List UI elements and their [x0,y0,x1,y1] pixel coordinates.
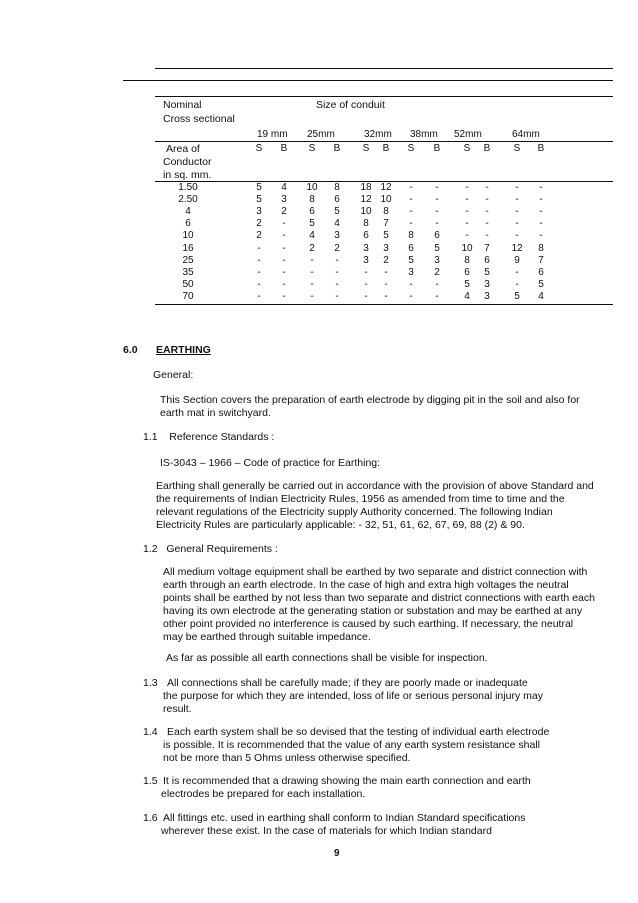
top-rule-2 [123,80,613,81]
nominal-label: Nominal [163,99,202,111]
conduit-size-38: 38mm [410,129,438,140]
table-cell: - [485,182,489,193]
top-rule-1 [155,68,613,69]
table-cell: 3 [334,230,340,242]
table-cell: 12 [360,194,372,206]
table-cell: - [409,182,413,193]
text-line: Electricity Rules are particularly applicable: - 32, 51, 61, 62, 67, 69, 88 (2) & 90. [156,519,525,531]
table-cell: 2 [281,206,287,218]
table-cell: 4 [309,230,315,242]
clause-1-4-text [163,726,549,765]
table-cell: 6 [434,230,440,242]
table-cell: 8 [538,242,544,254]
table-cell: 8 [309,194,315,206]
table-cell: - [335,278,339,290]
table-cell: - [409,206,413,218]
clause-1-4-number: 1.4 [143,726,158,738]
table-cell: 7 [538,254,544,266]
table-cell: - [409,194,413,206]
area-cell: 25 [182,254,194,266]
table-cell: - [282,266,286,278]
table-cell: - [364,278,368,290]
table-cell: - [257,266,261,278]
sb-header-cell: B [382,143,390,154]
table-bottom-rule [155,304,613,305]
table-cell: 6 [363,230,369,242]
general-label: General: [153,369,194,381]
table-cell: - [282,242,286,254]
table-cell: - [435,290,439,302]
table-cell: 4 [538,290,544,302]
table-cell: - [485,230,489,242]
clause-1-3-number: 1.3 [143,677,158,689]
clause-1-5-text [161,775,531,801]
table-cell: - [539,206,543,218]
area-cell: 35 [182,266,194,278]
table-cell: - [364,266,368,278]
ref-standards-heading: 1.1 Reference Standards : [143,431,275,443]
table-cell: 3 [484,278,490,290]
table-cell: - [465,230,469,242]
table-cell: - [282,218,286,230]
ref-standard-item: IS-3043 – 1966 – Code of practice for Earthing: [160,457,381,469]
area-cell: 6 [185,218,191,230]
area-cell: 70 [182,290,194,302]
size-of-conduit-label: Size of conduit [316,99,385,111]
area-cell: 4 [185,206,191,218]
sb-header-cell: S [463,143,471,154]
text-line: All medium voltage equipment shall be earthed by two separate and district connection with [163,566,588,578]
table-cell: - [257,278,261,290]
table-cell: 7 [484,242,490,254]
table-cell: - [539,218,543,230]
sb-header-cell: S [513,143,521,154]
sb-header-cell: B [483,143,491,154]
text-line: This Section covers the preparation of earth electrode by digging pit in the soil and also for [160,394,580,406]
table-cell: - [384,266,388,278]
sb-header-cell: S [407,143,415,154]
table-cell: 5 [434,242,440,254]
clause-1-6-number: 1.6 [143,812,158,824]
conduit-size-52: 52mm [454,129,482,140]
general-text [160,394,580,420]
table-cell: 6 [484,254,490,266]
section-title: EARTHING [156,344,211,356]
table-cell: 5 [464,278,470,290]
text-line: the purpose for which they are intended, loss of life or serious personal injury may [163,690,543,702]
sb-header-cell: S [255,143,263,154]
sb-header-cell: S [308,143,316,154]
text-line: earth through an earth electrode. In the case of high and extra high voltages the neutral [163,579,569,591]
sb-header-cell: S [362,143,370,154]
text-line: points shall be earthed by not less than two separate and district connections with earth each [163,592,595,604]
area-cell: 10 [182,230,194,242]
table-header-rule [155,141,613,142]
text-line: All connections shall be carefully made; if they are poorly made or inadequate [167,677,528,689]
table-cell: - [257,254,261,266]
table-cell: 5 [484,266,490,278]
table-cell: 6 [464,266,470,278]
table-cell: - [335,254,339,266]
ref-standards-text [156,480,594,532]
table-cell: 2 [256,230,262,242]
table-cell: 4 [334,218,340,230]
clause-1-6-text [161,812,525,838]
table-cell: 4 [281,182,287,193]
table-cell: 10 [380,194,392,206]
table-cell: 5 [538,278,544,290]
table-cell: - [465,218,469,230]
table-cell: 2 [334,242,340,254]
table-cell: 6 [538,266,544,278]
text-line: electrodes be prepared for each installation. [161,788,366,800]
table-cell: 3 [363,254,369,266]
table-cell: 3 [484,290,490,302]
table-cell: - [384,278,388,290]
table-cell: - [282,290,286,302]
table-cell: - [539,194,543,206]
area-label: Area of [166,143,200,155]
table-cell: 10 [306,182,318,193]
section-number: 6.0 [123,344,138,356]
table-cell: 10 [360,206,372,218]
table-cell: - [310,254,314,266]
conduit-size-19: 19 mm [257,129,288,140]
table-top-rule [155,96,613,97]
table-cell: - [364,290,368,302]
page-number: 9 [334,848,340,859]
table-cell: 9 [514,254,520,266]
general-requirements-heading: 1.2 General Requirements : [143,543,278,555]
area-cell: 2.50 [178,194,198,206]
clause-1-3-text [163,677,543,716]
cross-sectional-label: Cross sectional [163,113,235,125]
table-cell: 8 [363,218,369,230]
table-cell: - [515,278,519,290]
table-cell: 10 [461,242,473,254]
table-cell: 2 [309,242,315,254]
table-cell: - [485,194,489,206]
sb-header-cell: B [280,143,288,154]
table-cell: - [409,290,413,302]
clause-1-5-number: 1.5 [143,775,158,787]
table-cell: 3 [256,206,262,218]
text-line: wherever these exist. In the case of materials for which Indian standard [161,825,492,837]
text-line: Earthing shall generally be carried out in accordance with the provision of above Standard and [156,480,594,492]
table-cell: 8 [334,182,340,193]
conduit-size-32: 32mm [364,129,392,140]
table-cell: 3 [408,266,414,278]
table-cell: 3 [383,242,389,254]
table-cell: 5 [514,290,520,302]
table-cell: 3 [363,242,369,254]
table-cell: - [465,182,469,193]
text-line: not be more than 5 Ohms unless otherwise specified. [163,752,411,764]
table-cell: - [515,206,519,218]
table-cell: - [485,218,489,230]
table-cell: - [282,254,286,266]
table-cell: 7 [383,218,389,230]
table-cell: - [539,182,543,193]
table-cell: - [282,278,286,290]
text-line: result. [163,703,192,715]
table-cell: - [409,278,413,290]
table-cell: - [515,230,519,242]
table-cell: 3 [434,254,440,266]
table-cell: - [515,218,519,230]
table-cell: 6 [309,206,315,218]
table-cell: - [310,290,314,302]
area-cell: 1.50 [178,182,198,193]
table-cell: - [335,290,339,302]
text-line: Each earth system shall be so devised that the testing of individual earth electrode [167,726,550,738]
text-line: relevant regulations of the Electricity supply Authority concerned. The following Indian [156,506,553,518]
table-cell: - [335,266,339,278]
table-cell: 5 [383,230,389,242]
table-cell: 12 [511,242,523,254]
table-cell: 4 [464,290,470,302]
table-cell: 5 [408,254,414,266]
table-cell: - [515,266,519,278]
area-cell: 16 [182,242,194,254]
table-cell: - [435,194,439,206]
table-cell: - [257,290,261,302]
text-line: It is recommended that a drawing showing the main earth connection and earth [163,775,531,787]
text-line: may be earthed through suitable impedance. [163,631,371,643]
conductor-label: Conductor [163,156,212,168]
table-cell: 8 [408,230,414,242]
text-line: the requirements of Indian Electricity Rules, 1956 as amended from time to time and the [156,493,565,505]
table-cell: 3 [281,194,287,206]
text-line: having its own electrode at the generating station or substation and may be earthed at any [163,605,583,617]
table-cell: - [435,206,439,218]
table-cell: 2 [256,218,262,230]
table-cell: 5 [256,182,262,193]
table-cell: - [539,230,543,242]
table-cell: - [465,206,469,218]
general-requirements-text [163,566,595,644]
table-cell: 5 [334,206,340,218]
conduit-size-64: 64mm [512,129,540,140]
table-cell: 12 [380,182,392,193]
table-cell: 6 [408,242,414,254]
units-label: in sq. mm. [163,169,212,181]
table-cell: 18 [360,182,372,193]
table-cell: 6 [334,194,340,206]
text-line: All fittings etc. used in earthing shall conform to Indian Standard specifications [163,812,526,824]
table-cell: - [435,182,439,193]
table-cell: 8 [383,206,389,218]
area-cell: 50 [182,278,194,290]
table-cell: - [435,278,439,290]
table-cell: - [435,218,439,230]
text-line: other point provided no interference is caused by such earthing. If necessary, the neutral [163,618,574,630]
table-cell: - [485,206,489,218]
table-cell: - [257,242,261,254]
text-line: earth mat in switchyard. [160,407,271,419]
table-cell: - [310,266,314,278]
text-line: is possible. It is recommended that the value of any earth system resistance shall [163,739,541,751]
table-cell: - [310,278,314,290]
table-cell: 8 [464,254,470,266]
table-cell: - [384,290,388,302]
sb-header-cell: B [537,143,545,154]
table-cell: 2 [383,254,389,266]
table-cell: 2 [434,266,440,278]
sb-header-cell: B [333,143,341,154]
table-cell: - [409,218,413,230]
table-cell: - [465,194,469,206]
table-cell: - [515,194,519,206]
visible-inspection-text: As far as possible all earth connections shall be visible for inspection. [166,652,488,664]
table-cell: 5 [309,218,315,230]
sb-header-cell: B [433,143,441,154]
table-cell: - [282,230,286,242]
table-cell: 5 [256,194,262,206]
conduit-size-25: 25mm [307,129,335,140]
table-cell: - [515,182,519,193]
